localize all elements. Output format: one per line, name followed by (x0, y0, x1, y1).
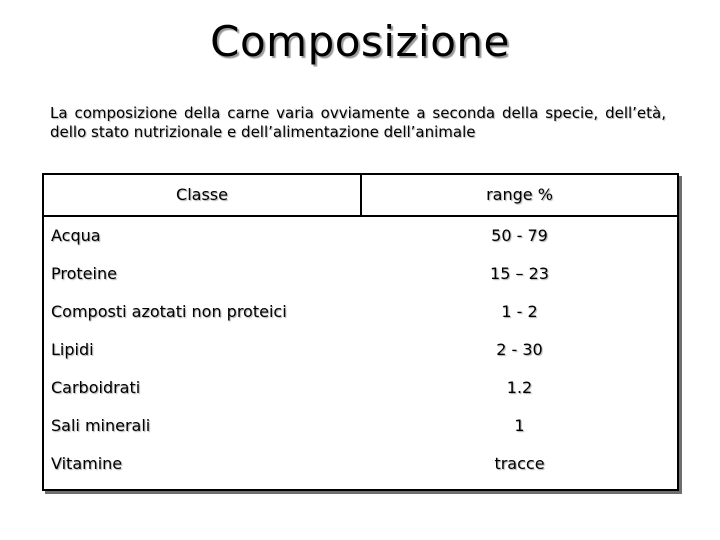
header-range: range % (486, 185, 553, 204)
table-row (44, 255, 677, 293)
row-name: Lipidi (51, 340, 94, 359)
row-range: 50 - 79 (491, 226, 548, 245)
intro-paragraph: La composizione della carne varia ovviamente a seconda della specie, dell’età, dello stato nutrizionale e dell’alimentazione dell’animale (50, 104, 666, 141)
row-name: Sali minerali (51, 416, 151, 435)
header-classe: Classe (176, 185, 228, 204)
row-range: 15 – 23 (490, 264, 549, 283)
row-name: Acqua (51, 226, 101, 245)
table-row (44, 369, 677, 407)
slide-title: Composizione (210, 17, 510, 66)
row-range: 2 - 30 (496, 340, 543, 359)
row-name: Carboidrati (51, 378, 141, 397)
row-range: 1.2 (506, 378, 533, 397)
row-range: tracce (494, 454, 545, 473)
table-row (44, 331, 677, 369)
table-row (44, 407, 677, 445)
composition-table (42, 173, 679, 491)
row-range: 1 (514, 416, 525, 435)
table-row (44, 217, 677, 255)
table-row (44, 445, 677, 483)
row-name: Vitamine (51, 454, 123, 473)
row-range: 1 - 2 (501, 302, 538, 321)
row-name: Proteine (51, 264, 117, 283)
table-row (44, 293, 677, 331)
row-name: Composti azotati non proteici (51, 302, 287, 321)
